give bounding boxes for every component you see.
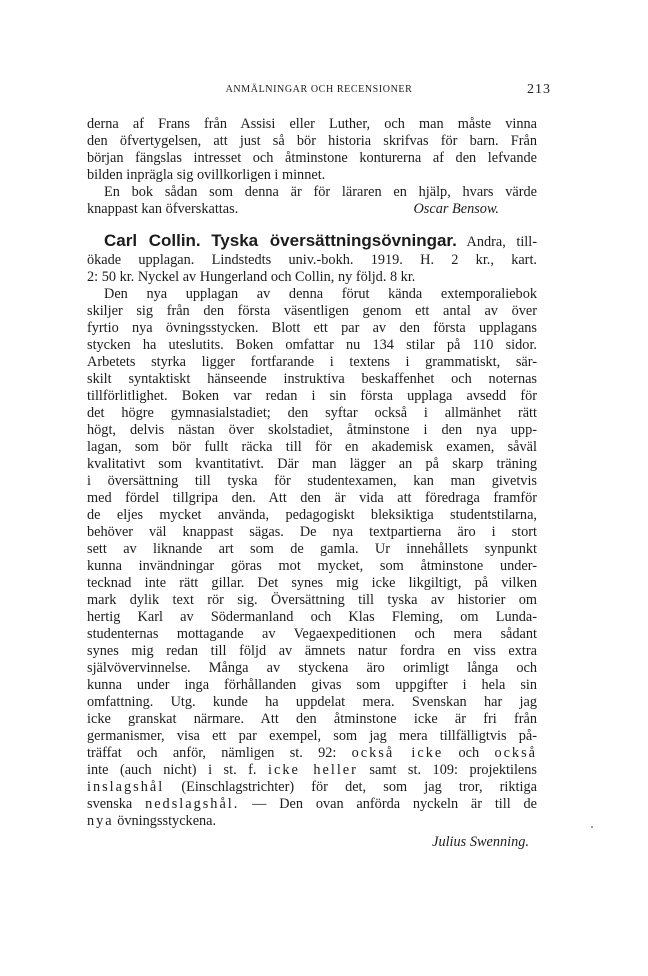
spaced-text: också — [494, 745, 537, 761]
text-line: studenternas mottagande av Vegaexpeditionen och mera sådant — [87, 626, 537, 642]
text-fragment: övningsstyckena. — [117, 813, 217, 829]
book-author: Carl Collin. — [104, 231, 201, 250]
text-line: sett av liknande art som de gamla. Ur innehållets synpunkt — [87, 541, 537, 557]
text-line: högt, delvis nästan över skolstadiet, åtminstone i den nya upp- — [87, 422, 537, 438]
page-body — [87, 116, 537, 851]
text-line: skiljer sig från den första väsentligen genom ett antal av över — [87, 303, 537, 319]
text-fragment: svenska — [87, 796, 133, 812]
spaced-text: inslagshål — [87, 779, 165, 795]
text-line: kvalitativt som kvantitativt. Där man lägger an på skarp träning — [87, 456, 537, 472]
running-head-title: ANMÄLNINGAR OCH RECENSIONER — [225, 84, 413, 95]
spaced-text: icke heller — [268, 762, 358, 778]
text-line: derna af Frans från Assisi eller Luther, och man måste vinna — [87, 116, 537, 132]
text-line: lagan, som bör fullt räcka till för en akademisk examen, såväl — [87, 439, 537, 455]
text-line: i översättning till tyska för studentexamen, kan man givetvis — [87, 473, 537, 489]
text-line: synes mig redan till följd av ämnets natur fordra en viss extra — [87, 643, 537, 659]
text-line: bilden inprägla sig ovillkorligen i minnet. — [87, 167, 326, 183]
text-fragment: inte (auch nicht) i st. f. — [87, 762, 257, 778]
bib-line: ökade upplagan. Lindstedts univ.-bokh. 1919. H. 2 kr., kart. — [87, 252, 537, 268]
text-line: det högre gymnasialstadiet; den syftar också i allmänhet rätt — [87, 405, 537, 421]
reviewer-signature: Oscar Bensow. — [413, 201, 499, 217]
text-line: germanismer, visa ett par exempel, som jag mera tillfälligtvis på- — [87, 728, 537, 744]
text-fragment: samt st. 109: projektilens — [369, 762, 537, 778]
review-heading — [87, 230, 537, 252]
text-line: kunna invändningar göras mot mycket, som åtminstone under- — [87, 558, 537, 574]
text-line: stycken ha uteslutits. Boken omfattar nu 134 stilar på 110 sidor. — [87, 337, 537, 353]
text-line: fyrtio nya övningsstycken. Blott ett par av den första upplagans — [87, 320, 537, 336]
text-line: Den nya upplagan av denna förut kända extemporaliebok — [104, 286, 537, 302]
closing-line — [87, 201, 537, 218]
spaced-text: nya — [87, 813, 114, 829]
text-line: behöver väl knappast sägas. De nya textpartierna äro i stort — [87, 524, 537, 540]
spaced-text: nedslagshål. — [145, 796, 240, 812]
text-line: icke granskat närmare. Att den åtminstone icke är fri från — [87, 711, 537, 727]
text-line-mixed — [87, 796, 537, 813]
text-line: omfattning. Utg. kunde ha uppdelat mera. Svenskan har jag — [87, 694, 537, 710]
bib-line: 2: 50 kr. Nyckel av Hungerland och Collin, ny följd. 8 kr. — [87, 269, 416, 285]
text-line: tillförlitlighet. Boken var redan i sin första upplaga avsedd för — [87, 388, 537, 404]
text-line: mark dylik text rör sig. Översättning till tyska av historier om — [87, 592, 537, 608]
bib-fragment: Andra, till- — [466, 234, 537, 250]
text-line: skilt syntaktiskt hänseende instruktiva beskaffenhet och noternas — [87, 371, 537, 387]
text-line-mixed — [87, 813, 537, 830]
text-fragment: — Den ovan anförda nyckeln är till de — [252, 796, 537, 812]
section-gap — [87, 218, 537, 230]
text-line-mixed — [87, 779, 537, 796]
text-fragment: och — [458, 745, 480, 761]
text-line: tecknad inte rätt gillar. Det synes mig icke likgiltigt, på vilken — [87, 575, 537, 591]
text-line: med fördel tillgripa den. Att den är vida att föredraga framför — [87, 490, 537, 506]
text-fragment: knappast kan öfverskattas. — [87, 201, 239, 217]
text-line: Arbetets styrka ligger fortfarande i textens i grammatiskt, sär- — [87, 354, 537, 370]
text-line: de eljes mycket använda, pedagogiskt bleksiktiga studentstilarna, — [87, 507, 537, 523]
text-fragment: träffat och anför, nämligen st. 92: — [87, 745, 337, 761]
running-head — [87, 83, 551, 99]
text-line-mixed — [87, 745, 537, 762]
reviewer-signature: Julius Swenning. — [432, 834, 529, 850]
book-title: Tyska översättningsövningar. — [211, 231, 457, 250]
text-line: den öfvertygelsen, att just så bör historia skrifvas för barn. Från — [87, 133, 537, 149]
text-line: kunna under inga förhållanden givas som uppgifter i hela sin — [87, 677, 537, 693]
text-line-mixed — [87, 762, 537, 779]
page-number: 213 — [527, 82, 551, 97]
text-fragment: (Einschlagstrichter) för det, som jag tror, riktiga — [181, 779, 537, 795]
text-line: självövervinnelse. Många av styckena äro orimligt långa och — [87, 660, 537, 676]
review-2 — [87, 230, 537, 851]
text-line: hertig Karl av Södermanland och Klas Fleming, om Lunda- — [87, 609, 537, 625]
spaced-text: också icke — [351, 745, 444, 761]
text-line: början fängslas intresset och åtminstone konturerna af den lefvande — [87, 150, 537, 166]
text-line: En bok sådan som denna är för läraren en hjälp, hvars värde — [104, 184, 537, 200]
review-1 — [87, 116, 537, 218]
paper-speck — [591, 826, 593, 828]
